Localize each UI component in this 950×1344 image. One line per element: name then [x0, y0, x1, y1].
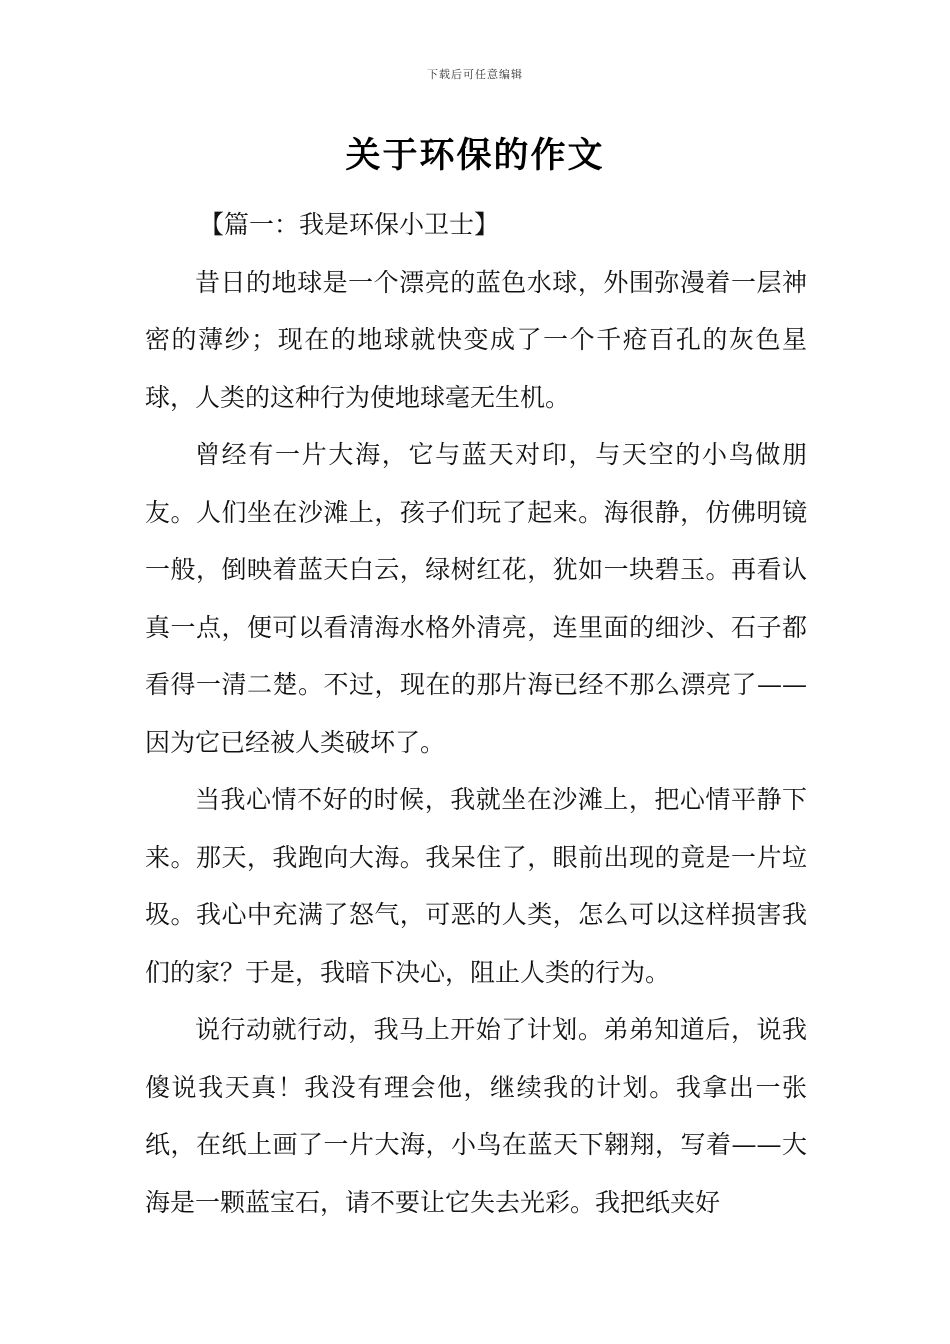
- paragraph-3: 当我心情不好的时候，我就坐在沙滩上，把心情平静下来。那天，我跑向大海。我呆住了，眼前出现的竟是一片垃圾。我心中充满了怒气，可恶的人类，怎么可以这样损害我们的家？于是，我暗下决心，阻止人类的行为。: [145, 785, 807, 987]
- document-body: [145, 196, 807, 1231]
- header-note: 下载后可任意编辑: [427, 68, 523, 81]
- document-title: 关于环保的作文: [345, 136, 605, 176]
- paragraph-2: 曾经有一片大海，它与蓝天对印，与天空的小鸟做朋友。人们坐在沙滩上，孩子们玩了起来。海很静，仿佛明镜一般，倒映着蓝天白云，绿树红花，犹如一块碧玉。再看认真一点，便可以看清海水格外清亮，连里面的细沙、石子都看得一清二楚。不过，现在的那片海已经不那么漂亮了——因为它已经被人类破坏了。: [145, 440, 807, 757]
- paragraph-4: 说行动就行动，我马上开始了计划。弟弟知道后，说我傻说我天真！我没有理会他，继续我的计划。我拿出一张纸，在纸上画了一片大海，小鸟在蓝天下翱翔，写着——大海是一颗蓝宝石，请不要让它失去光彩。我把纸夹好: [145, 1015, 807, 1217]
- section-heading: 【篇一：我是环保小卫士】: [199, 210, 500, 239]
- paragraph-1: 昔日的地球是一个漂亮的蓝色水球，外围弥漫着一层神密的薄纱；现在的地球就快变成了一个千疮百孔的灰色星球，人类的这种行为使地球毫无生机。: [145, 267, 807, 412]
